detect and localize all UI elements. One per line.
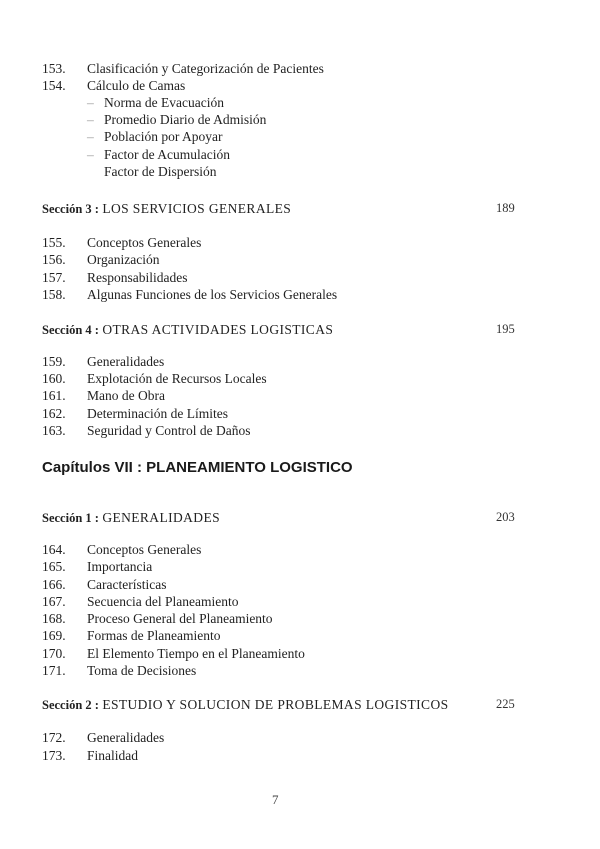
entry-text: Algunas Funciones de los Servicios Generales: [87, 287, 338, 302]
entry-text: Secuencia del Planeamiento: [87, 594, 239, 609]
subentry-dash: –: [87, 147, 94, 162]
section-title: ESTUDIO Y SOLUCION DE PROBLEMAS LOGISTICOS: [102, 697, 449, 712]
entry-text: Generalidades: [87, 354, 165, 369]
section-title: LOS SERVICIOS GENERALES: [102, 201, 292, 216]
entry-number: 169.: [42, 628, 66, 643]
section-page-number: 189: [496, 201, 515, 215]
entry-text: Cálculo de Camas: [87, 78, 186, 93]
section-heading: [42, 321, 333, 339]
entry-number: 162.: [42, 406, 66, 421]
subentry-dash: –: [87, 129, 94, 144]
entry-number: 166.: [42, 577, 66, 592]
entry-number: 172.: [42, 730, 66, 745]
section-heading: [42, 696, 449, 714]
section-page-number: 225: [496, 697, 515, 711]
entry-number: 164.: [42, 542, 66, 557]
entry-text: Explotación de Recursos Locales: [87, 371, 267, 386]
section-label: Sección 4 :: [42, 323, 99, 337]
entry-number: 168.: [42, 611, 66, 626]
entry-text: Proceso General del Planeamiento: [87, 611, 273, 626]
entry-number: 167.: [42, 594, 66, 609]
entry-text: Finalidad: [87, 748, 138, 763]
section-heading: [42, 509, 220, 527]
page-number: 7: [272, 792, 279, 807]
toc-subentry: Factor de Dispersión: [104, 164, 217, 179]
entry-text: Toma de Decisiones: [87, 663, 197, 678]
entry-text: Generalidades: [87, 730, 165, 745]
section-label: Sección 3 :: [42, 202, 99, 216]
entry-number: 154.: [42, 78, 66, 93]
entry-number: 159.: [42, 354, 66, 369]
toc-subentry: Población por Apoyar: [104, 129, 223, 144]
section-page-number: 203: [496, 510, 515, 524]
toc-subentry: Factor de Acumulación: [104, 147, 230, 162]
entry-number: 173.: [42, 748, 66, 763]
entry-text: Importancia: [87, 559, 153, 574]
entry-number: 163.: [42, 423, 66, 438]
subentry-dash: –: [87, 112, 94, 127]
entry-text: Conceptos Generales: [87, 235, 202, 250]
entry-number: 153.: [42, 61, 66, 76]
section-label: Sección 2 :: [42, 698, 99, 712]
subentry-dash: –: [87, 95, 94, 110]
entry-text: Seguridad y Control de Daños: [87, 423, 251, 438]
entry-number: 160.: [42, 371, 66, 386]
entry-text: Clasificación y Categorización de Pacientes: [87, 61, 324, 76]
entry-text: Formas de Planeamiento: [87, 628, 221, 643]
entry-number: 171.: [42, 663, 66, 678]
entry-number: 158.: [42, 287, 66, 302]
section-title: GENERALIDADES: [102, 510, 221, 525]
entry-text: Mano de Obra: [87, 388, 165, 403]
section-heading: [42, 200, 291, 218]
section-title: OTRAS ACTIVIDADES LOGISTICAS: [102, 322, 334, 337]
entry-number: 161.: [42, 388, 66, 403]
entry-number: 157.: [42, 270, 66, 285]
entry-number: 156.: [42, 252, 66, 267]
entry-number: 165.: [42, 559, 66, 574]
section-page-number: 195: [496, 322, 515, 336]
toc-subentry: Promedio Diario de Admisión: [104, 112, 267, 127]
entry-text: Responsabilidades: [87, 270, 188, 285]
entry-text: Características: [87, 577, 167, 592]
section-label: Sección 1 :: [42, 511, 99, 525]
entry-number: 170.: [42, 646, 66, 661]
toc-subentry: Norma de Evacuación: [104, 95, 224, 110]
entry-text: Organización: [87, 252, 160, 267]
chapter-heading: Capítulos VII : PLANEAMIENTO LOGISTICO: [42, 459, 353, 476]
entry-number: 155.: [42, 235, 66, 250]
entry-text: Conceptos Generales: [87, 542, 202, 557]
entry-text: Determinación de Límites: [87, 406, 228, 421]
entry-text: El Elemento Tiempo en el Planeamiento: [87, 646, 305, 661]
